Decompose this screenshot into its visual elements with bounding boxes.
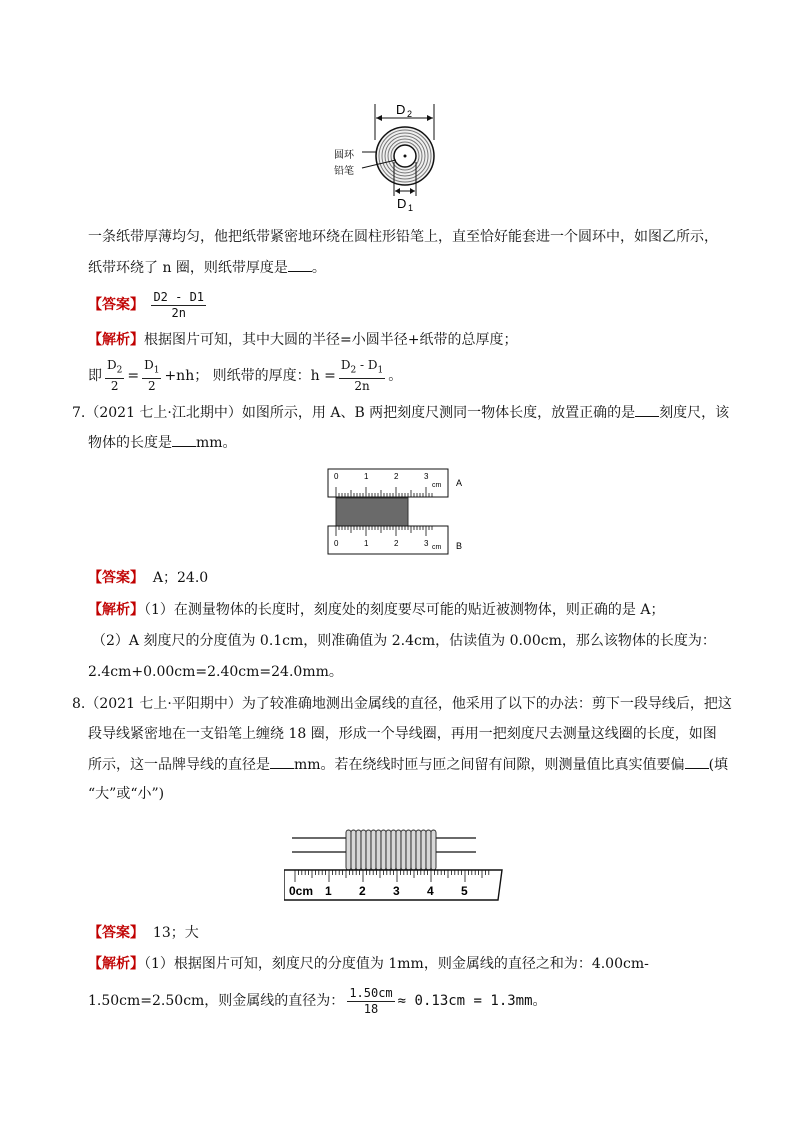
q8-line3-mid: mm。若在绕线时匝与匝之间留有间隙，则测量值比真实值要偏 — [294, 757, 685, 773]
q7-analysis-3: 2.4cm+0.00cm=2.40cm=24.0mm。 — [88, 664, 343, 680]
q6-line2 — [88, 257, 326, 278]
formula-mid: +nh； 则纸带的厚度：h = — [164, 368, 336, 385]
measured-object — [336, 498, 408, 526]
q7-line2-end: mm。 — [196, 435, 237, 451]
q6-answer-num: D2 - D1 — [153, 289, 205, 304]
q7-answer — [88, 568, 208, 588]
figure-rulers-ab — [326, 465, 476, 557]
q8-blank1 — [270, 754, 294, 769]
ruler-b-tick-1: 1 — [364, 539, 369, 548]
q8-analysis-2 — [88, 982, 547, 1020]
q7-line2-text: 物体的长度是 — [88, 435, 172, 451]
q7-analysis-1 — [88, 600, 664, 620]
q8-answer — [88, 923, 199, 943]
ruler-b-label: B — [456, 541, 463, 551]
d1-sub: 1 — [408, 203, 414, 212]
d2-sub: 2 — [407, 109, 413, 119]
q7-line1-end: 刻度尺，该 — [659, 405, 730, 421]
q6-formula — [88, 358, 402, 394]
q8-line4: “大”或“小”) — [88, 786, 165, 802]
answer-tag: 【答案】 — [88, 297, 144, 313]
q6-line1: 一条纸带厚薄均匀，他把纸带紧密地环绕在圆柱形铅笔上，直至恰好能套进一个圆环中，如图乙所示， — [88, 229, 718, 245]
q8-blank2 — [685, 754, 709, 769]
analysis-tag: 【解析】 — [88, 602, 144, 618]
formula-frac-thickness: $\frac{D_2 - D_1}{2n}$ — [340, 358, 384, 394]
q7-answer-text: A；24.0 — [152, 570, 209, 586]
q8-line3-end: (填 — [708, 757, 729, 773]
formula-end: 。 — [388, 368, 403, 385]
q6-line2-end: 。 — [311, 260, 326, 276]
q8-line3-text: 所示，这一品牌导线的直径是 — [88, 757, 270, 773]
q7-line2 — [88, 432, 237, 453]
ruler-a-tick-2: 2 — [394, 472, 399, 481]
ruler-a-unit: cm — [432, 482, 442, 489]
q6-answer-fraction — [151, 290, 206, 321]
q7-line1-text: 7.（2021 七上·江北期中）如图所示，用 A、B 两把刻度尺测同一物体长度，放置正确的是 — [72, 405, 636, 421]
answer-tag: 【答案】 — [88, 925, 144, 941]
formula-frac-d1: $\frac{D_1}{2}$ — [144, 358, 160, 394]
coil-ruler-label-1: 1 — [325, 884, 332, 898]
q6-analysis-text: 根据图片可知，其中大圆的半径=小圆半径+纸带的总厚度； — [144, 332, 518, 348]
q8-line1: 8.（2021 七上·平阳期中）为了较准确地测出金属线的直径，他采用了以下的办法：剪下一段导线后，把这 — [72, 696, 732, 712]
ruler-b-tick-3: 3 — [424, 539, 429, 548]
ruler-a-tick-3: 3 — [424, 472, 429, 481]
pencil-label: 铅笔 — [334, 166, 354, 177]
q6-answer-den: 2n — [171, 305, 186, 320]
q7-blank1 — [635, 402, 659, 417]
q7-line1 — [72, 402, 729, 423]
q6-blank — [288, 257, 312, 272]
q8-analysis-line2: 1.50cm=2.50cm，则金属线的直径为： — [88, 993, 345, 1009]
ruler-a-label: A — [456, 478, 463, 488]
q8-diameter-fraction: $\frac{1.50cm}{18}$ — [349, 985, 393, 1016]
ruler-b-unit: cm — [432, 544, 442, 551]
q8-line3 — [88, 754, 728, 775]
coil-ruler-diagram — [284, 826, 506, 906]
d2-label: D — [396, 102, 406, 117]
ring-label: 圆环 — [334, 150, 354, 161]
q6-answer — [88, 288, 209, 322]
figure-rings — [330, 100, 450, 212]
q8-answer-text: 13；大 — [152, 925, 199, 941]
figure-coil-ruler — [284, 826, 506, 906]
q8-line2: 段导线紧密地在一支铅笔上缠绕 18 圈，形成一个导线圈，再用一把刻度尺去测量这线圈的长度，如图 — [88, 726, 717, 742]
coil-ruler-label-2: 2 — [359, 884, 366, 898]
coil-ruler-label-5: 5 — [461, 884, 468, 898]
q8-analysis-1 — [88, 954, 649, 974]
q7-analysis-line1: （1）在测量物体的长度时，刻度处的刻度要尽可能的贴近被测物体，则正确的是 A； — [144, 602, 665, 618]
coil-ruler-label-4: 4 — [427, 884, 434, 898]
formula-frac-d2: $\frac{D_2}{2}$ — [107, 358, 123, 394]
q8-approx-text: ≈ 0.13cm = 1.3mm。 — [397, 993, 547, 1009]
rulers-ab-diagram — [326, 465, 476, 557]
ruler-a-tick-0: 0 — [334, 472, 339, 481]
q6-line2-text: 纸带环绕了 n 圈，则纸带厚度是 — [88, 260, 288, 276]
q7-analysis-2: （2）A 刻度尺的分度值为 0.1cm，则准确值为 2.4cm，估读值为 0.00cm，那么该物体的长度为： — [92, 633, 716, 649]
analysis-tag: 【解析】 — [88, 332, 144, 348]
q8-analysis-line1: （1）根据图片可知，刻度尺的分度值为 1mm，则金属线的直径之和为：4.00cm- — [144, 956, 649, 972]
formula-eq: = — [127, 368, 140, 385]
q6-analysis — [88, 330, 517, 350]
rings-diagram — [330, 100, 450, 212]
answer-tag: 【答案】 — [88, 570, 144, 586]
ruler-a-tick-1: 1 — [364, 472, 369, 481]
q7-blank2 — [172, 432, 196, 447]
coil-ruler-label-3: 3 — [393, 884, 400, 898]
coil-ruler-label-0: 0cm — [289, 884, 314, 898]
wire-coil — [346, 830, 436, 870]
d1-label: D — [397, 196, 407, 211]
analysis-tag: 【解析】 — [88, 956, 144, 972]
ruler-b-tick-2: 2 — [394, 539, 399, 548]
ruler-b-tick-0: 0 — [334, 539, 339, 548]
formula-prefix: 即 — [88, 368, 102, 385]
